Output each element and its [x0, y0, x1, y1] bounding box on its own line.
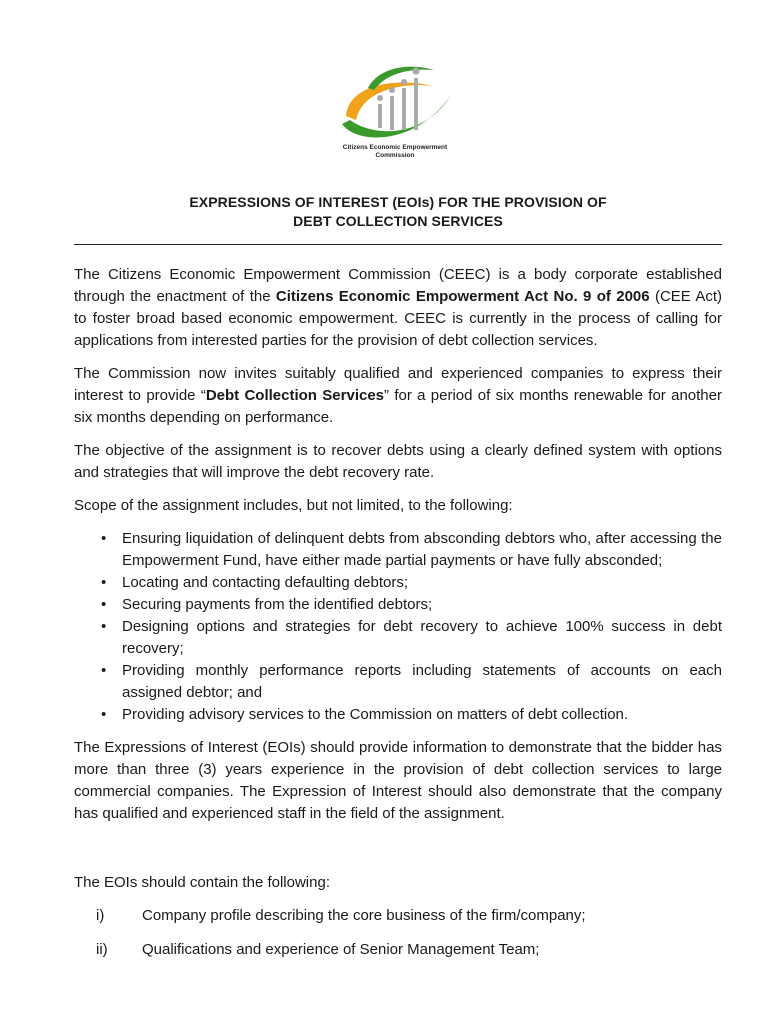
- bullet: •: [101, 618, 107, 635]
- paragraph-scope-intro: Scope of the assignment includes, but not limited, to the following:: [74, 497, 513, 514]
- list-item-text: Providing advisory services to the Commission on matters of debt collection.: [122, 706, 629, 723]
- document-body: [74, 264, 722, 973]
- list-item-text: Locating and contacting defaulting debtors;: [122, 574, 409, 591]
- title-divider: [74, 244, 722, 245]
- list-item: [74, 594, 722, 616]
- invitation-text-a: The Commission now invites suitably qualified and experienced companies to express their interest to provide “: [74, 365, 722, 404]
- document-title: [74, 193, 722, 231]
- paragraph-intro: [74, 264, 722, 352]
- bullet: •: [101, 530, 107, 547]
- invitation-text-c: ” for a period of six months renewable for another six months depending on performance.: [74, 387, 722, 426]
- ceec-logo: [330, 58, 460, 162]
- bullet: •: [101, 706, 107, 723]
- list-item-text: Securing payments from the identified debtors;: [122, 596, 433, 613]
- item-number: i): [96, 907, 105, 924]
- list-item: [74, 704, 722, 726]
- intro-text-a: The Citizens Economic Empowerment Commission (CEEC) is a body corporate established through the enactment of the: [74, 266, 722, 305]
- paragraph-requirements: The Expressions of Interest (EOIs) should provide information to demonstrate that the bidder has more than three (3) years experience in the provision of debt collection services to large commercial companies. The Expression of Interest should also demonstrate that the company has qualified and experienced staff in the field of the assignment.: [74, 739, 722, 822]
- list-item-text: Ensuring liquidation of delinquent debts from absconding debtors who, after accessing the Empowerment Fund, have either made partial payments or have fully absconded;: [122, 530, 722, 569]
- act-name: Citizens Economic Empowerment Act No. 9 of 2006: [275, 288, 650, 305]
- bullet: •: [101, 574, 107, 591]
- list-item: [74, 905, 722, 927]
- spacer: [74, 836, 722, 872]
- list-item: [74, 572, 722, 594]
- list-item-text: Providing monthly performance reports including statements of accounts on each assigned debtor; and: [122, 662, 722, 701]
- title-line1: EXPRESSIONS OF INTEREST (EOIs) FOR THE PROVISION OF: [189, 194, 607, 210]
- intro-text-c: (CEE Act) to foster broad based economic empowerment. CEEC is currently in the process of calling for applications from interested parties for the provision of debt collection services.: [74, 288, 722, 349]
- logo-caption-line1: Citizens Economic Empowerment: [342, 144, 448, 151]
- service-name: Debt Collection Services: [205, 387, 385, 404]
- paragraph-invitation: [74, 363, 722, 429]
- title-line2: DEBT COLLECTION SERVICES: [293, 213, 503, 229]
- list-item: [74, 660, 722, 704]
- list-item: [74, 528, 722, 572]
- list-item-text: Company profile describing the core business of the firm/company;: [142, 907, 586, 924]
- paragraph-objective: The objective of the assignment is to recover debts using a clearly defined system with options and strategies that will improve the debt recovery rate.: [74, 442, 722, 481]
- ceec-logo-icon: [338, 58, 454, 144]
- logo-caption-line2: Commission: [375, 151, 415, 159]
- list-item: [74, 616, 722, 660]
- list-item-text: Qualifications and experience of Senior Management Team;: [142, 941, 540, 958]
- logo-caption: [330, 144, 460, 159]
- item-number: ii): [96, 941, 108, 958]
- bullet: •: [101, 596, 107, 613]
- bullet: •: [101, 662, 107, 679]
- scope-list: [74, 528, 722, 726]
- list-item-text: Designing options and strategies for debt recovery to achieve 100% success in debt recovery;: [122, 618, 722, 657]
- paragraph-eoi-contents: The EOIs should contain the following:: [74, 874, 330, 891]
- list-item: [74, 939, 722, 961]
- eoi-contents-list: [74, 905, 722, 961]
